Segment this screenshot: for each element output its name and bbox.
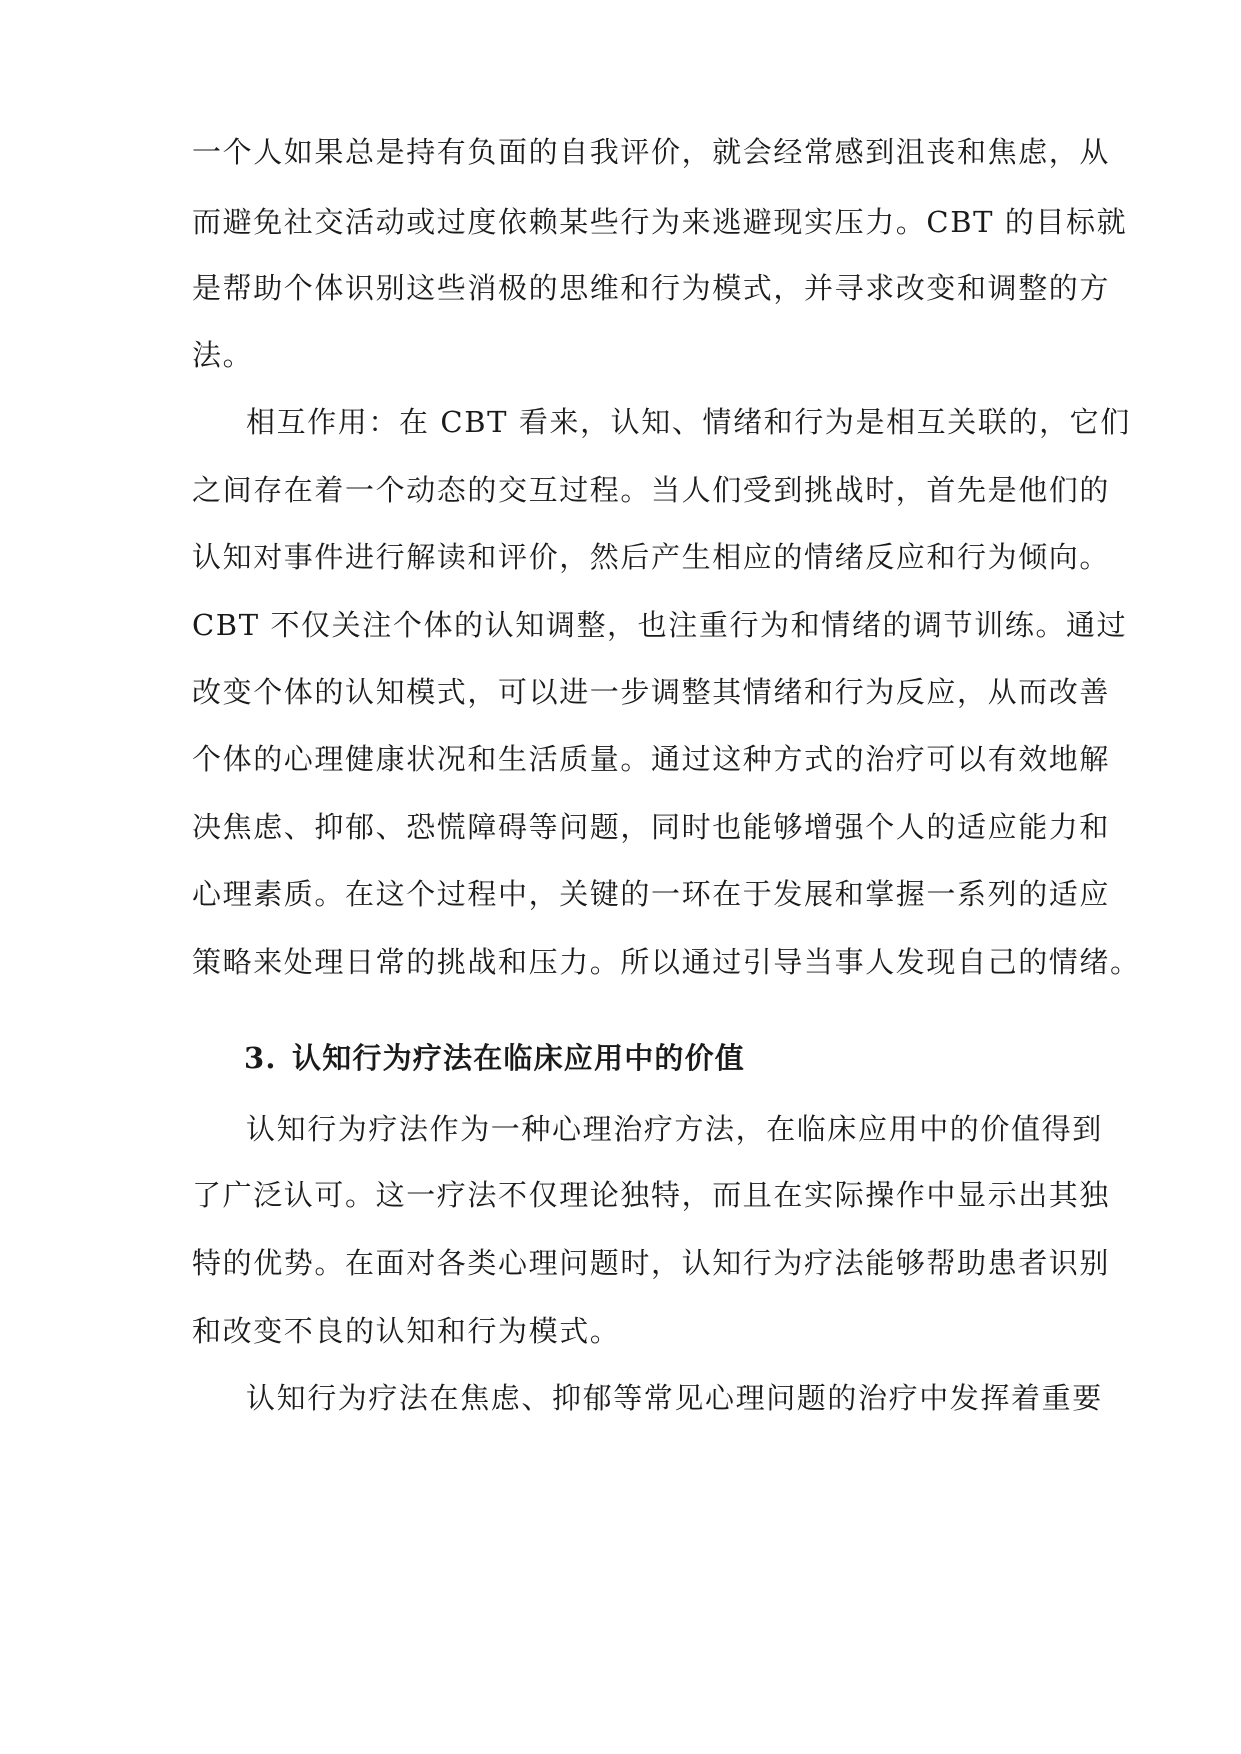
text-line: 而避免社交活动或过度依赖某些行为来逃避现实压力。CBT 的目标就 — [192, 205, 1128, 239]
text-line: 一个人如果总是持有负面的自我评价，就会经常感到沮丧和焦虑，从 — [192, 135, 1111, 169]
text-line: 改变个体的认知模式，可以进一步调整其情绪和行为反应，从而改善 — [192, 675, 1111, 709]
text-line: 之间存在着一个动态的交互过程。当人们受到挑战时，首先是他们的 — [192, 473, 1111, 507]
text-line: 认知行为疗法在焦虑、抑郁等常见心理问题的治疗中发挥着重要 — [246, 1381, 1103, 1415]
text-line: 认知行为疗法作为一种心理治疗方法，在临床应用中的价值得到 — [246, 1112, 1103, 1146]
text-line: 特的优势。在面对各类心理问题时，认知行为疗法能够帮助患者识别 — [192, 1246, 1111, 1280]
text-line: 心理素质。在这个过程中，关键的一环在于发展和掌握一系列的适应 — [192, 877, 1111, 911]
text-line: 和改变不良的认知和行为模式。 — [192, 1314, 621, 1348]
text-line: 了广泛认可。这一疗法不仅理论独特，而且在实际操作中显示出其独 — [192, 1178, 1111, 1212]
text-line: 策略来处理日常的挑战和压力。所以通过引导当事人发现自己的情绪。 — [192, 945, 1141, 979]
section-title: 认知行为疗法在临床应用中的价值 — [292, 1041, 746, 1075]
text-line: 相互作用：在 CBT 看来，认知、情绪和行为是相互关联的，它们 — [246, 405, 1131, 439]
text-line: CBT 不仅关注个体的认知调整，也注重行为和情绪的调节训练。通过 — [192, 608, 1128, 642]
text-line: 认知对事件进行解读和评价，然后产生相应的情绪反应和行为倾向。 — [192, 540, 1111, 574]
section-heading — [244, 1036, 1060, 1080]
text-line: 决焦虑、抑郁、恐慌障碍等问题，同时也能够增强个人的适应能力和 — [192, 810, 1111, 844]
text-line: 个体的心理健康状况和生活质量。通过这种方式的治疗可以有效地解 — [192, 742, 1111, 776]
text-line: 法。 — [192, 338, 254, 372]
text-line: 是帮助个体识别这些消极的思维和行为模式，并寻求改变和调整的方 — [192, 271, 1111, 305]
section-number: 3. — [244, 1041, 277, 1075]
